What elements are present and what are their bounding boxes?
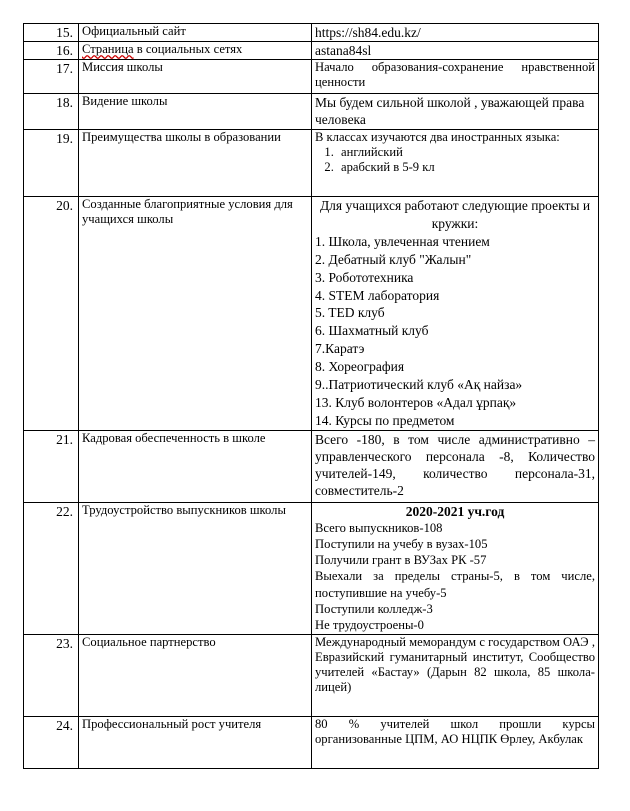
list-item: 2. арабский в 5-9 кл (337, 160, 595, 175)
row-label: Социальное партнерство (79, 634, 312, 716)
list-item: 14. Курсы по предметом (315, 412, 455, 428)
row-number: 19. (24, 130, 79, 197)
row-number: 17. (24, 60, 79, 94)
row-number: 22. (24, 502, 79, 634)
list-item: 7.Каратэ (315, 341, 365, 357)
list-item: 9..Патриотический клуб «Ақ найза» (315, 377, 523, 393)
row-value: Всего -180, в том числе административно –управленческого персонала -8, Количество учителей-149, количество персонала-31, совместитель-2 (312, 430, 599, 502)
table-row (24, 24, 599, 42)
languages-intro: В классах изучаются два иностранных языка: (315, 130, 560, 144)
list-item: Поступили на учебу в вузах-105 (315, 536, 488, 551)
list-item: Поступили колледж-3 (315, 601, 433, 616)
table-row (24, 502, 599, 634)
table-row (24, 94, 599, 130)
table-row (24, 60, 599, 94)
list-item: Выехали за пределы страны-5, в том числе, поступившие на учебу-5 (315, 569, 595, 600)
row-value: Начало образования-сохранение нравственной ценности (312, 60, 599, 94)
list-item: 8. Хореография (315, 359, 405, 375)
list-item: 1. Школа, увлеченная чтением (315, 233, 490, 249)
table-row (24, 716, 599, 768)
row-value (312, 197, 599, 431)
row-value: astana84sl (312, 42, 599, 60)
row-value (312, 130, 599, 197)
row-number: 21. (24, 430, 79, 502)
list-item: 2. Дебатный клуб "Жалын" (315, 251, 472, 267)
row-label: Видение школы (79, 94, 312, 130)
row-label-rest: в социальных сетях (133, 42, 243, 56)
list-item: 13. Клуб волонтеров «Адал ұрпақ» (315, 394, 517, 410)
row-number: 16. (24, 42, 79, 60)
clubs-title: Для учащихся работают следующие проекты и кружки: (319, 198, 591, 231)
row-label: Миссия школы (79, 60, 312, 94)
row-value: Мы будем сильной школой , уважающей права человека (312, 94, 599, 130)
list-item: 3. Робототехника (315, 269, 414, 285)
row-label: Профессиональный рост учителя (79, 716, 312, 768)
spellcheck-word: Страница (82, 42, 134, 56)
school-info-table (23, 23, 599, 769)
table-row (24, 197, 599, 431)
year-heading: 2020-2021 уч.год (405, 503, 505, 519)
row-label: Кадровая обеспеченность в школе (79, 430, 312, 502)
row-number: 20. (24, 197, 79, 431)
list-item: Не трудоустроены-0 (315, 618, 424, 632)
table-row (24, 634, 599, 716)
row-label: Преимущества школы в образовании (79, 130, 312, 197)
table-row (24, 130, 599, 197)
row-value: Международный меморандум с государством ОАЭ , Евразийский гуманитарный институт, Сообщество учителей «Бастау» (Дарын 82 школа, 85 школа-лицей) (312, 634, 599, 716)
row-value (312, 502, 599, 634)
website-link[interactable]: https://sh84.edu.kz/ (312, 24, 599, 42)
row-value: 80 % учителей школ прошли курсы организованные ЦПМ, АО НЦПК Өрлеу, Акбулак (312, 716, 599, 768)
table-row (24, 42, 599, 60)
row-label: Официальный сайт (79, 24, 312, 42)
row-number: 15. (24, 24, 79, 42)
list-item: Всего выпускников-108 (315, 520, 443, 535)
list-item: 4. STEM лаборатория (315, 287, 440, 303)
row-label (79, 42, 312, 60)
row-label: Трудоустройство выпускников школы (79, 502, 312, 634)
list-item: 5. TED клуб (315, 305, 385, 321)
row-label: Созданные благоприятные условия для учащихся школы (79, 197, 312, 431)
row-number: 23. (24, 634, 79, 716)
list-item: 1. английский (337, 145, 595, 160)
list-item: 6. Шахматный клуб (315, 323, 429, 339)
row-number: 18. (24, 94, 79, 130)
table-row (24, 430, 599, 502)
list-item: Получили грант в ВУЗах РК -57 (315, 553, 487, 568)
languages-list (315, 145, 595, 175)
row-number: 24. (24, 716, 79, 768)
